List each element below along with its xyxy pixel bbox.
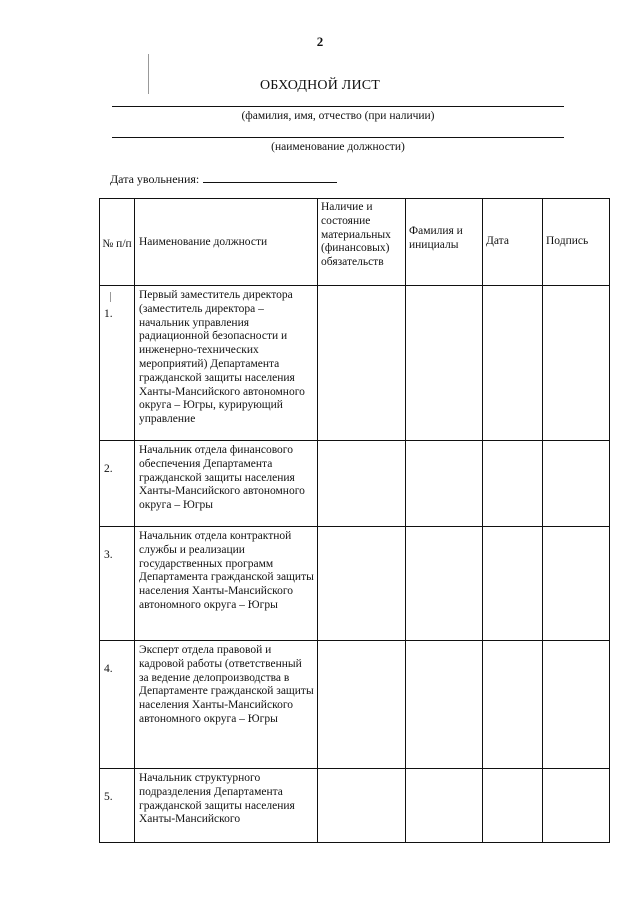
header-num: № п/п [100,199,135,286]
clearance-table [99,198,610,843]
table-row [100,441,610,527]
row-position: Начальник структурного подразделения Департамента гражданской защиты населения Ханты-Мансийского [135,769,318,843]
cell-signature[interactable] [543,527,610,641]
row-position: Начальник отдела финансового обеспечения Департамента гражданской защиты населения Ханты-Мансийского автономного округа – Югры [135,441,318,527]
header-signature: Подпись [543,199,610,286]
cell-materials[interactable] [318,527,406,641]
cell-date[interactable] [483,441,543,527]
table-row [100,769,610,843]
row-position: Эксперт отдела правовой и кадровой работы (ответственный за ведение делопроизводства в Департаменте гражданской защиты населения Ханты-Мансийского автономного округа – Югры [135,641,318,769]
row-position: Первый заместитель директора (заместитель директора – начальник управления радиационной безопасности и инженерно-технических мероприятий) Департамента гражданской защиты населения Ханты-Мансийского автономного округа – Югры, курирующий управление [135,286,318,441]
full-name-caption: (фамилия, имя, отчество (при наличии) [241,110,435,122]
position-line [112,137,564,138]
header-initials: Фамилия и инициалы [406,199,483,286]
cell-signature[interactable] [543,641,610,769]
row-number: 1. [100,286,135,441]
cell-signature[interactable] [543,769,610,843]
cell-materials[interactable] [318,641,406,769]
cell-signature[interactable] [543,286,610,441]
scan-artifact [148,54,149,94]
table-row [100,286,610,441]
table-row [100,527,610,641]
cell-signature[interactable] [543,441,610,527]
row-number: 4. [100,641,135,769]
cell-initials[interactable] [406,527,483,641]
row-position: Начальник отдела контрактной службы и реализации государственных программ Департамента гражданской защиты населения Ханты-Мансийского автономного округа – Югры [135,527,318,641]
row-number: 3. [100,527,135,641]
cell-date[interactable] [483,641,543,769]
dismissal-date-label: Дата увольнения: [110,172,200,186]
dismissal-date-field [110,172,337,187]
full-name-line [112,106,564,107]
header-materials: Наличие и состояние материальных (финансовых) обязательств [318,199,406,286]
cell-initials[interactable] [406,286,483,441]
position-caption: (наименование должности) [271,141,405,153]
document-title: ОБХОДНОЙ ЛИСТ [259,78,381,93]
cell-materials[interactable] [318,286,406,441]
scan-artifact [110,292,111,302]
row-number: 5. [100,769,135,843]
header-position: Наименование должности [135,199,318,286]
cell-materials[interactable] [318,769,406,843]
cell-initials[interactable] [406,641,483,769]
cell-date[interactable] [483,286,543,441]
cell-materials[interactable] [318,441,406,527]
cell-initials[interactable] [406,441,483,527]
cell-date[interactable] [483,769,543,843]
header-date: Дата [483,199,543,286]
table-row [100,641,610,769]
row-number: 2. [100,441,135,527]
page-number: 2 [316,34,324,49]
cell-initials[interactable] [406,769,483,843]
dismissal-date-blank[interactable] [203,172,337,183]
header-row [100,199,610,286]
cell-date[interactable] [483,527,543,641]
